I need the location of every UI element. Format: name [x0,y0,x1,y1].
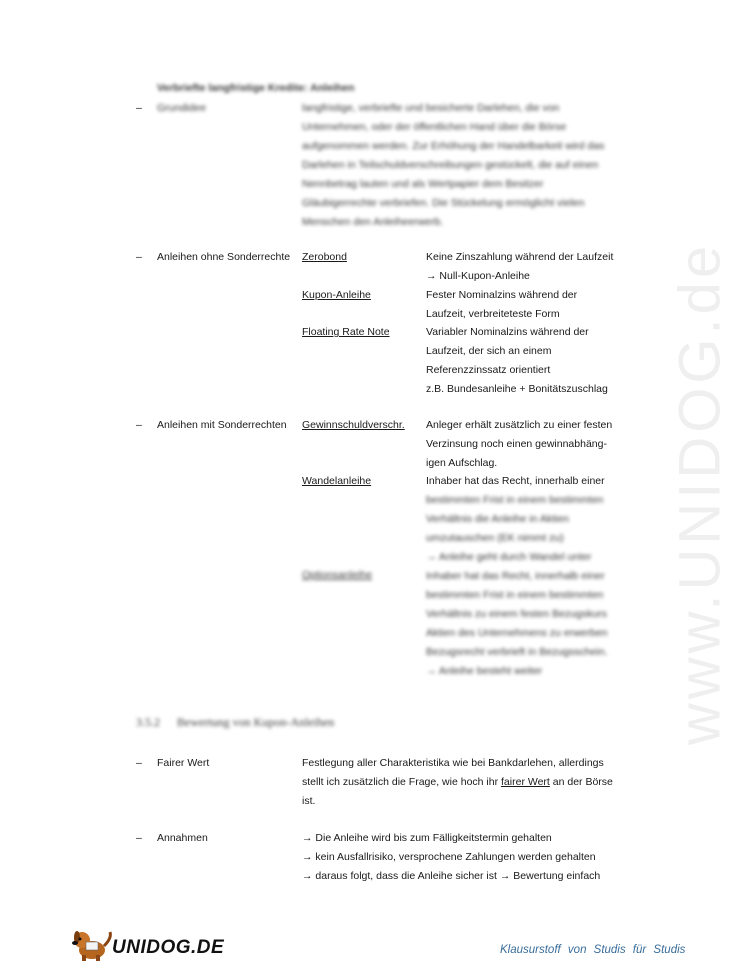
text-line: igen Aufschlag. [426,457,498,469]
text-line: ist. [302,795,316,807]
desc-kupon-anleihe [426,286,577,324]
text-line: Laufzeit, der sich an einem [426,345,552,357]
link-fairer-wert[interactable]: fairer Wert [501,776,550,788]
watermark: www.UNIDOG.de [667,241,733,746]
text-line: umzutauschen (EK nimmt zu) [426,532,564,544]
bullet-dash: – [136,757,142,769]
term-kupon-anleihe[interactable]: Kupon-Anleihe [302,289,371,301]
bullet-dash: – [136,419,142,431]
blurred-description [426,491,608,681]
term-gewinnschuldverschreibung[interactable] [302,416,405,435]
text-line: Inhaber hat das Recht, innerhalb einer [426,570,605,582]
text-line: langfristige, verbriefte und besicherte Darlehen, die von [302,102,560,114]
text-line: Aktien des Unternehmens zu erwerben [426,627,608,639]
subsection-number: 3.5.2 [136,715,160,729]
ohne-label: Anleihen ohne Sonderrechte [157,251,291,263]
mit-label: Anleihen mit Sonderrechten [157,419,287,431]
annahmen-label: Annahmen [157,832,208,844]
dog-logo-icon [70,928,114,962]
annahmen-text [302,829,600,886]
desc-floating-rate-note [426,323,608,399]
fairer-wert-label: Fairer Wert [157,757,210,769]
text-line: → Anleihe geht durch Wandel unter [426,551,592,563]
text-line: Variabler Nominalzins während der [426,326,589,338]
term-text[interactable]: Gewinnschuldverschr. [302,419,405,431]
text-line: Menschen den Anleiheerwerb. [302,216,444,228]
text-line: Nennbetrag lauten und als Wertpapier dem Besitzer [302,178,544,190]
text-line: → Anleihe besteht weiter [426,665,543,677]
desc-wandelanleihe: Inhaber hat das Recht, innerhalb einer [426,475,605,487]
text-line: aufgenommen werden. Zur Erhöhung der Handelbarkeit wird das [302,140,605,152]
section-title: Verbriefte langfristige Kredite: Anleihen [157,82,355,94]
bullet-dash: – [136,251,142,263]
desc-gewinnschuldverschreibung [426,416,612,473]
subsection-title: Bewertung von Kupon-Anleihen [177,715,335,729]
text-line: z.B. Bundesanleihe + Bonitätszuschlag [426,383,608,395]
term-optionsanleihe[interactable]: Optionsanleihe [302,569,373,581]
text-line: Gläubigerrechte verbriefen. Die Stückelung ermöglicht vielen [302,197,585,209]
text-line: Bezugsrecht verbrieft in Bezugsschein. [426,646,608,658]
text-line: Anleger erhält zusätzlich zu einer festen [426,419,613,431]
text-line: Verzinsung noch einen gewinnabhäng- [426,438,607,450]
logo-text[interactable]: UNIDOG.DE [112,937,225,958]
text-line [302,773,613,792]
term-zerobond[interactable]: Zerobond [302,251,347,263]
text-line: Fester Nominalzins während der [426,289,578,301]
text-line: Verhältnis zu einem festen Bezugskurs [426,608,607,620]
term-wandelanleihe[interactable]: Wandelanleihe [302,475,372,487]
text-line: Unternehmen, oder der öffentlichen Hand über die Börse [302,121,567,133]
footer-slogan: Klausurstoff von Studis für Studis [500,944,686,956]
text-line [426,267,613,286]
text-segment: an der Börse [552,776,613,788]
text-line: Darlehen in Teilschuldverschreibungen gestückelt, die auf einen [302,159,599,171]
text-line: → kein Ausfallrisiko, versprochene Zahlungen werden gehalten [302,851,596,863]
text-segment: stellt ich zusätzlich die Frage, wie hoch ihr [302,776,499,788]
subsection-heading [136,713,334,732]
text-line: bestimmten Frist in einem bestimmten [426,589,604,601]
text-line: bestimmten Frist in einem bestimmten [426,494,604,506]
bullet-dash: – [136,102,142,114]
text-line: → Die Anleihe wird bis zum Fälligkeitstermin gehalten [302,832,552,844]
text-line: → daraus folgt, dass die Anleihe sicher ist → Bewertung einfach [302,870,601,882]
text-line: Keine Zinszahlung während der Laufzeit [426,251,614,263]
text-line: Verhältnis die Anleihe in Aktien [426,513,570,525]
text-line: Referenzzinssatz orientiert [426,364,551,376]
grundidee-label: Grundidee [157,102,207,114]
text-line: Laufzeit, verbreiteteste Form [426,308,560,320]
fairer-wert-text [302,754,613,811]
term-floating-rate-note[interactable]: Floating Rate Note [302,326,390,338]
grundidee-text [302,99,604,232]
bullet-dash: – [136,832,142,844]
arrow-line: → Null-Kupon-Anleihe [426,270,530,282]
desc-zerobond [426,248,613,286]
text-line: Festlegung aller Charakteristika wie bei Bankdarlehen, allerdings [302,757,604,769]
